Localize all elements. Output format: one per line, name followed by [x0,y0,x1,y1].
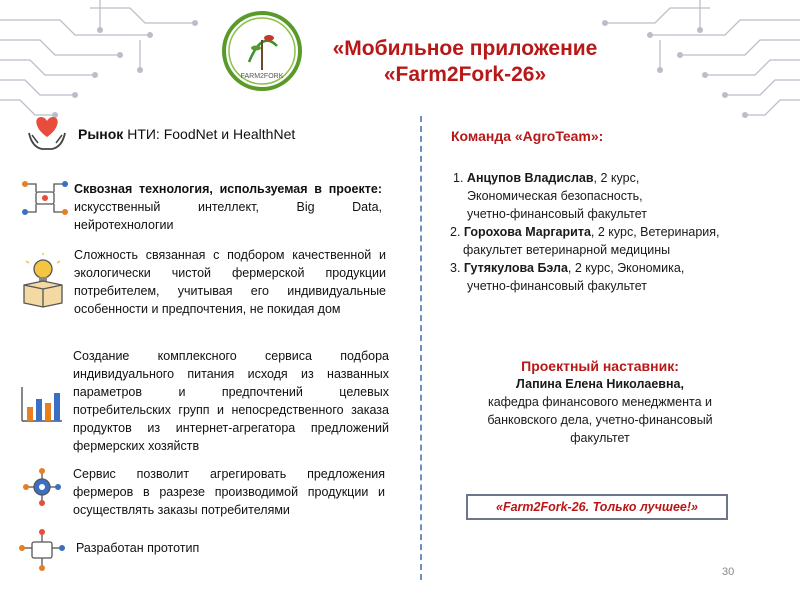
team-heading: Команда «AgroTeam»: [451,128,604,144]
team-member-2 [450,223,770,241]
title-line-2: «Farm2Fork-26» [383,63,547,86]
title-line-1: «Мобильное приложение [332,37,598,60]
column-divider [420,116,422,580]
market-line [78,125,295,143]
member-info: , 2 курс, Ветеринария, [590,225,720,239]
lightbulb-box-icon [16,253,70,309]
mentor-heading: Проектный наставник: [521,358,679,374]
mentor-name: Лапина Елена Николаевна, [516,377,684,391]
gears-network-icon [18,466,66,508]
technology-label: Сквозная технология, используемая в проекте: [74,182,382,196]
page-number: 30 [722,566,735,578]
team-member-1 [450,169,770,187]
mentor-block [440,357,760,447]
member-number: 2. [450,225,461,239]
logo-text: FARM2FORK [240,73,284,80]
team-list [450,169,770,295]
member-info: , 2 курс, Экономика, [567,261,685,275]
member-name: Гутякулова Бэла [463,261,568,275]
member-name: Анцупов Владислав [466,171,594,185]
member-number: 3. [450,261,461,275]
mentor-line-1: кафедра финансового менеджмента и [487,395,713,409]
circuit-network-icon [20,178,70,218]
market-label: Рынок [78,126,124,142]
technology-block [74,180,382,234]
problem-block: Сложность связанная с подбором качественной и экологически чистой фермерской продукции потребителем, учитывая его индивидуальные особенности и предпочтения, не покидая дом [74,248,386,316]
mentor-line-2: банковского дела, учетно-финансовый [487,413,713,427]
mentor-line-3: факультет [570,431,630,445]
team-member-1-line-3: учетно-финансовый факультет [467,207,647,221]
farm2fork-logo [221,10,303,92]
heart-hands-icon [26,113,68,153]
team-member-1-line-2: Экономическая безопасность, [467,189,643,203]
technology-text: искусственный интеллект, Big Data, нейротехнологии [74,200,382,232]
member-name: Горохова Маргарита [463,225,591,239]
member-number: 1. [453,171,464,185]
service-block: Сервис позволит агрегировать предложения фермеров в разрезе производимой продукции и осуществлять заказы потребителями [73,467,385,517]
team-member-3-line-2: учетно-финансовый факультет [467,279,647,293]
team-member-2-line-2: факультет ветеринарной медицины [463,243,671,257]
prototype-block: Разработан прототип [76,541,200,555]
page-title [300,36,630,88]
team-member-3 [450,259,770,277]
circuit-chip-icon [18,528,66,572]
solution-block: Создание комплексного сервиса подбора индивидуального питания исходя из названных параметров и предпочтений целевых потребительских групп и непосредственного заказа продуктов из интернет-агрегатора предложений фермерских хозяйств [73,349,389,453]
slogan-box: «Farm2Fork-26. Только лучшее!» [466,494,728,520]
bar-chart-icon [18,383,66,425]
member-info: , 2 курс, [593,171,640,185]
market-text: НТИ: FoodNet и HealthNet [123,126,296,142]
